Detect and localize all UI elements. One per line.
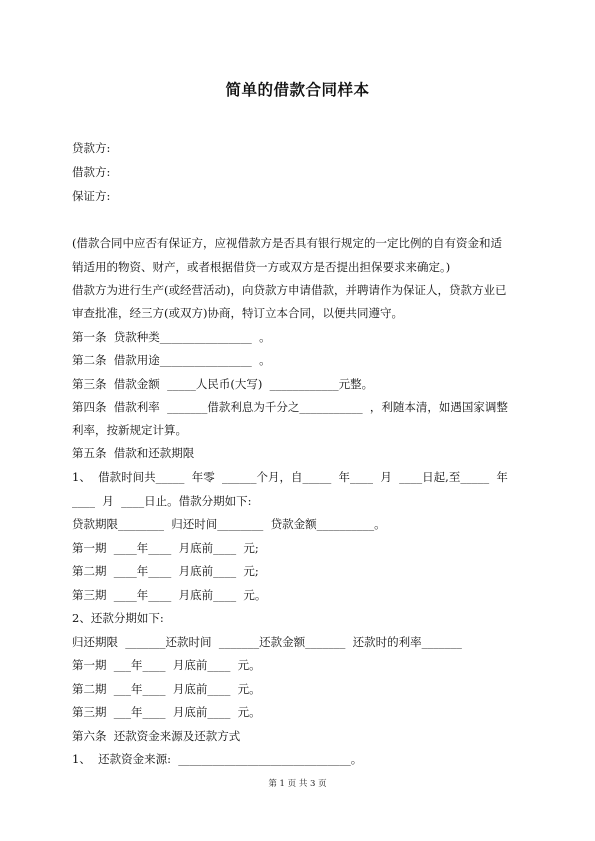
body-line: 销适用的物资、财产，或者根据借贷一方或双方是否提出担保要求来确定。) (72, 260, 451, 274)
body-line: 1、 还款资金来源: ______________________________。 (72, 752, 363, 766)
installment-line: 第一期 ____年____ 月底前____ 元; (72, 541, 259, 555)
repayment-line: 第一期 ___年____ 月底前____ 元。 (72, 658, 261, 672)
clause-2: 第二条 借款用途________________ 。 (72, 353, 271, 367)
party-lender: 贷款方: (72, 141, 111, 155)
document-title: 简单的借款合同样本 (225, 81, 370, 99)
body-line: 贷款期限________ 归还时间________ 贷款金额__________。 (72, 517, 386, 531)
installment-line: 第三期 ____年____ 月底前____ 元。 (72, 588, 267, 602)
page-footer: 第 1 页 共 3 页 (268, 779, 327, 789)
body-line: 2、还款分期如下: (72, 611, 164, 625)
clause-6: 第六条 还款资金来源及还款方式 (72, 729, 241, 743)
body-line: 利率，按新规定计算。 (72, 423, 187, 437)
body-line: ____ 月 ____日止。借款分期如下: (72, 494, 252, 508)
clause-5: 第五条 借款和还款期限 (72, 446, 195, 460)
body-line: 1、 借款时间共_____ 年零 ______个月，自_____ 年____ 月 ____日起,至_____ 年 (72, 470, 508, 484)
repayment-line: 第三期 ___年____ 月底前____ 元。 (72, 705, 261, 719)
body-line: (借款合同中应否有保证方，应视借款方是否具有银行规定的一定比例的自有资金和适 (72, 236, 502, 250)
installment-line: 第二期 ____年____ 月底前____ 元; (72, 564, 259, 578)
party-borrower: 借款方: (72, 165, 111, 179)
body-line: 归还期限 _______还款时间 _______还款金额_______ 还款时的利率_______ (72, 635, 462, 649)
body-line: 借款方为进行生产(或经营活动)，向贷款方申请借款，并聘请作为保证人，贷款方业已 (72, 283, 507, 297)
repayment-line: 第二期 ___年____ 月底前____ 元。 (72, 682, 261, 696)
clause-1: 第一条 贷款种类________________ 。 (72, 330, 271, 344)
clause-4: 第四条 借款利率 _______借款利息为千分之___________ ，利随本清，如遇国家调整 (72, 400, 508, 414)
party-guarantor: 保证方: (72, 189, 111, 203)
body-line: 审查批准，经三方(或双方)协商，特订立本合同，以便共同遵守。 (72, 306, 403, 320)
clause-3: 第三条 借款金额 _____人民币(大写) ____________元整。 (72, 377, 374, 391)
